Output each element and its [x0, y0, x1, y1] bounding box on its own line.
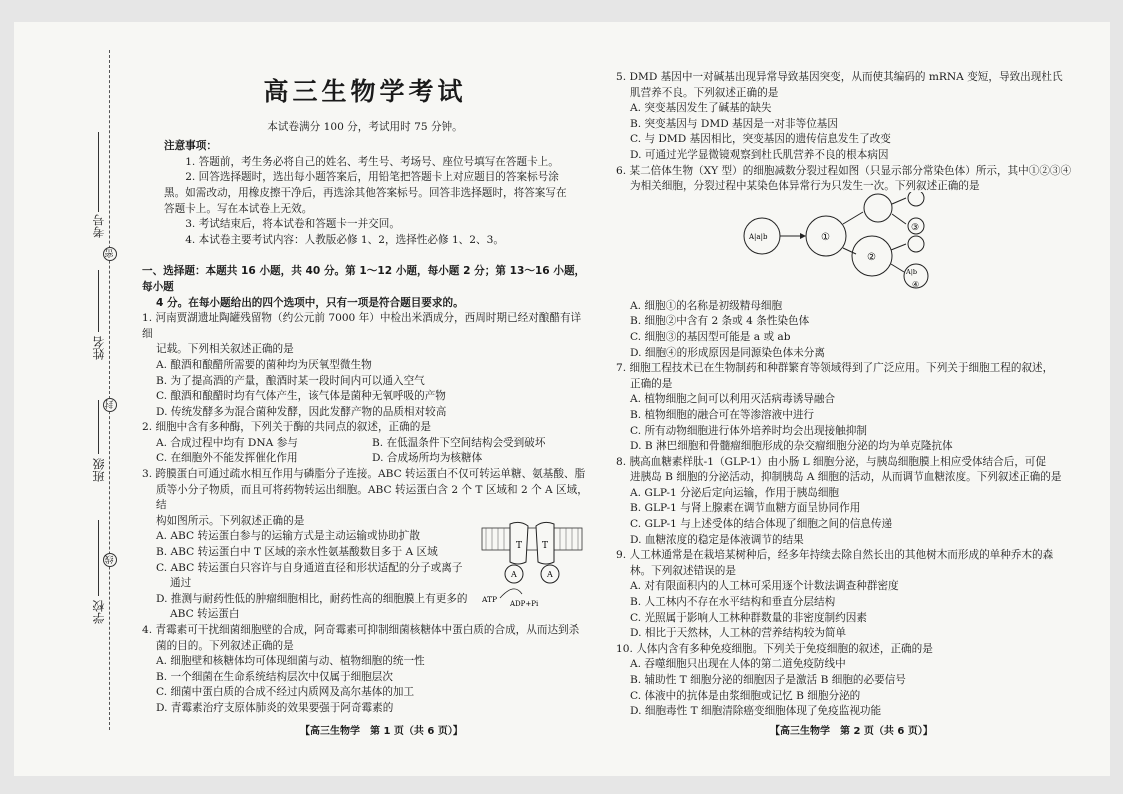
section-1-heading [142, 264, 588, 311]
arrow-upper-b [892, 214, 906, 224]
option-d[interactable]: D. 青霉素治疗支原体肺炎的效果要强于阿奇霉素的 [156, 701, 394, 714]
option-c[interactable]: C. GLP-1 与上述受体的结合体现了细胞之间的信息传递 [630, 518, 893, 531]
arrow-lower [843, 248, 856, 254]
question-10 [616, 642, 1092, 720]
notice-item: 答题卡上。写在本试卷上无效。 [164, 202, 313, 215]
t-label-left: T [516, 541, 523, 551]
option-d[interactable]: D. 可通过光学显微镜观察到杜氏肌营养不良的根本病因 [630, 148, 889, 161]
question-8 [616, 455, 1092, 549]
option-d[interactable]: D. B 淋巴细胞和骨髓瘤细胞形成的杂交瘤细胞分泌的均为单克隆抗体 [630, 440, 953, 453]
option-d[interactable]: D. 血糖浓度的稳定是体液调节的结果 [630, 533, 804, 546]
left-column [142, 70, 588, 717]
option-c[interactable]: C. 细胞③的基因型可能是 a 或 ab [630, 330, 791, 343]
question-7 [616, 361, 1092, 455]
footer-page-1: 【高三生物学 第 1 页（共 6 页）】 [300, 726, 463, 737]
a-label-left: A [511, 570, 517, 579]
question-stem: 2. 细胞中含有多种酶，下列关于酶的共同点的叙述，正确的是 [142, 421, 431, 434]
abc-transporter-figure [480, 520, 585, 608]
option-c[interactable]: C. 体液中的抗体是由浆细胞或记忆 B 细胞分泌的 [630, 689, 861, 702]
question-stem: 6. 某二倍体生物（XY 型）的细胞减数分裂过程如图（只显示部分常染色体）所示，其中①②③④ [616, 164, 1072, 177]
bind-mark: 封 [103, 398, 117, 412]
notice-item: 黑。如需改动，用橡皮擦干净后，再选涂其他答案标号。回答非选择题时，将答案写在 [164, 186, 567, 199]
option-d[interactable]: D. 细胞④的形成原因是同源染色体未分离 [630, 346, 825, 359]
question-stem: 3. 跨膜蛋白可通过疏水相互作用与磷脂分子连接。ABC 转运蛋白不仅可转运单糖、氨基酸、脂 [142, 468, 586, 481]
option-a[interactable]: A. 细胞壁和核糖体均可体现细菌与动、植物细胞的统一性 [156, 655, 425, 668]
question-stem: 7. 细胞工程技术已在生物制药和种群繁育等领域得到了广泛应用。下列关于细胞工程的叙述， [616, 362, 1054, 375]
question-stem: 9. 人工林通常是在栽培某树种后，经多年持续去除自然长出的其他树木而形成的单种乔木的森 [616, 549, 1054, 562]
cell-3-label: ③ [911, 223, 920, 233]
option-c-cont: 通过 [170, 577, 192, 590]
option-b[interactable]: B. 为了提高酒的产量，酿酒时某一段时间内可以通入空气 [156, 374, 425, 387]
option-c[interactable]: C. 光照属于影响人工林种群数量的非密度制约因素 [630, 611, 867, 624]
cell-upper-daughter-a [908, 192, 924, 206]
notice-heading: 注意事项： [164, 140, 217, 153]
arrow-lower-b [891, 264, 904, 272]
line-mark: 线 [103, 553, 117, 567]
cell-lower-daughter-a [908, 236, 924, 252]
name-label: 姓名 [92, 336, 106, 360]
option-d[interactable]: D. 推测与耐药性低的肿瘤细胞相比，耐药性高的细胞膜上有更多的 [156, 592, 468, 605]
arrowhead [800, 233, 806, 239]
exam-no-underline [98, 132, 99, 212]
option-c[interactable]: C. ABC 转运蛋白只容许与自身通道直径和形状适配的分子或离子 [156, 561, 463, 574]
option-a[interactable]: A. ABC 转运蛋白参与的运输方式是主动运输或协助扩散 [156, 530, 420, 543]
arrow-upper-a [892, 198, 906, 204]
a-label-right: A [547, 570, 553, 579]
option-a[interactable]: A. 植物细胞之间可以利用灭活病毒诱导融合 [630, 393, 836, 406]
question-stem: 正确的是 [630, 377, 673, 390]
question-stem: 肌营养不良。下列叙述正确的是 [630, 86, 779, 99]
question-stem: 8. 胰高血糖素样肽-1（GLP-1）由小肠 L 细胞分泌，与胰岛细胞膜上相应受体结合后，可促 [616, 455, 1047, 468]
cell-1-label: ① [821, 232, 830, 243]
arrow-upper [843, 212, 863, 224]
option-b[interactable]: B. 人工林内不存在水平结构和垂直分层结构 [630, 596, 836, 609]
question-stem: 质等小分子物质，而且可将药物转运出细胞。ABC 转运蛋白含 2 个 T 区域和 2 个 A 区域，结 [156, 483, 588, 512]
question-stem: 5. DMD 基因中一对碱基出现异常导致基因突变，从而使其编码的 mRNA 变短，导致出现杜氏 [616, 71, 1063, 83]
question-stem: 1. 河南贾湖遗址陶罐残留物（约公元前 7000 年）中检出米酒成分，西周时期已经对酿醋有详细 [142, 312, 582, 340]
question-5 [616, 70, 1092, 164]
notice-block [142, 139, 588, 248]
section-1-line: 4 分。在每小题给出的四个选项中，只有一项是符合题目要求的。 [156, 296, 464, 309]
arrow-lower-a [891, 244, 906, 250]
option-b[interactable]: B. GLP-1 与肾上腺素在调节血糖方面呈协同作用 [630, 502, 861, 515]
option-d-cont: ABC 转运蛋白 [170, 608, 240, 621]
section-1-line: 一、选择题：本题共 16 小题，共 40 分。第 1～12 小题，每小题 2 分；第 13～16 小题，每小题 [142, 265, 586, 293]
question-stem: 为相关细胞，分裂过程中某染色体异常行为只发生一次。下列叙述正确的是 [630, 180, 980, 193]
option-d[interactable]: D. 合成场所均为核糖体 [372, 452, 483, 465]
cell-4-label: ④ [912, 280, 920, 289]
membrane-band [482, 528, 582, 550]
school-label: 学校 [92, 600, 106, 624]
option-b[interactable]: B. ABC 转运蛋白中 T 区域的亲水性氨基酸数目多于 A 区域 [156, 546, 438, 559]
option-a[interactable]: A. 对有限面积内的人工林可采用逐个计数法调查种群密度 [630, 580, 899, 593]
name-underline [98, 270, 99, 332]
question-2 [142, 420, 588, 467]
option-b[interactable]: B. 突变基因与 DMD 基因是一对非等位基因 [630, 117, 838, 130]
t-label-right: T [542, 541, 549, 551]
option-b[interactable]: B. 一个细菌在生命系统结构层次中仅属于细胞层次 [156, 670, 393, 683]
meiosis-figure [738, 192, 938, 292]
option-d[interactable]: D. 细胞毒性 T 细胞清除癌变细胞体现了免疫监视功能 [630, 705, 882, 718]
notice-item: 3. 考试结束后，将本试卷和答题卡一并交回。 [185, 218, 400, 231]
phospholipid-pattern [486, 528, 578, 550]
cell-2-label: ② [867, 252, 876, 263]
option-c[interactable]: C. 所有动物细胞进行体外培养时均会出现接触抑制 [630, 424, 867, 437]
exam-title: 高三生物学考试 [263, 77, 467, 106]
question-stem: 构如图所示。下列叙述正确的是 [156, 514, 305, 527]
atp-arrow [500, 589, 522, 598]
option-c[interactable]: C. 酿酒和酿醋时均有气体产生，该气体是菌种无氧呼吸的产物 [156, 390, 446, 403]
question-stem: 4. 青霉素可干扰细菌细胞壁的合成，阿奇霉素可抑制细菌核糖体中蛋白质的合成，从而达到杀 [142, 624, 580, 636]
cell-4-genes: A|b [906, 268, 918, 276]
adp-label: ADP+Pi [510, 600, 539, 608]
question-1 [142, 311, 588, 420]
parent-cell-genes: A|a|b [749, 233, 768, 241]
class-label: 班级 [92, 458, 106, 482]
option-b[interactable]: B. 辅助性 T 细胞分泌的细胞因子是激活 B 细胞的必要信号 [630, 674, 906, 686]
question-stem: 记载。下列相关叙述正确的是 [156, 343, 294, 356]
option-c[interactable]: C. 与 DMD 基因相比，突变基因的遗传信息发生了改变 [630, 133, 891, 146]
notice-item: 1. 答题前，考生务必将自己的姓名、考生号、考场号、座位号填写在答题卡上。 [185, 155, 559, 168]
option-c[interactable]: C. 在细胞外不能发挥催化作用 [156, 452, 298, 465]
option-b[interactable]: B. 在低温条件下空间结构会受到破坏 [372, 436, 546, 449]
seal-mark: 密 [103, 247, 117, 261]
seal-dashed-line [109, 50, 110, 730]
option-a[interactable]: A. 合成过程中均有 DNA 参与 [156, 436, 298, 449]
exam-no-label: 考号 [92, 214, 106, 238]
option-d[interactable]: D. 相比于天然林，人工林的营养结构较为简单 [630, 627, 847, 640]
option-d[interactable]: D. 传统发酵多为混合菌种发酵，因此发酵产物的品质相对较高 [156, 405, 447, 418]
footer-page-2: 【高三生物学 第 2 页（共 6 页）】 [770, 726, 933, 737]
question-stem: 10. 人体内含有多种免疫细胞。下列关于免疫细胞的叙述，正确的是 [616, 642, 933, 655]
question-stem: 林。下列叙述错误的是 [630, 564, 736, 577]
option-b[interactable]: B. 细胞②中含有 2 条或 4 条性染色体 [630, 315, 810, 328]
notice-item: 4. 本试卷主要考试内容：人教版必修 1、2，选择性必修 1、2、3。 [185, 233, 504, 246]
cell-upper [864, 194, 892, 222]
option-b[interactable]: B. 植物细胞的融合可在等渗溶液中进行 [630, 408, 815, 421]
question-4 [142, 623, 588, 717]
option-a[interactable]: A. 酿酒和酿醋所需要的菌种均为厌氧型微生物 [156, 358, 372, 371]
atp-label: ATP [482, 595, 498, 604]
option-a[interactable]: A. 细胞①的名称是初级精母细胞 [630, 299, 783, 312]
class-underline [98, 400, 99, 454]
right-column [616, 70, 1092, 720]
option-a[interactable]: A. GLP-1 分泌后定向运输，作用于胰岛细胞 [630, 486, 840, 499]
option-a[interactable]: A. 突变基因发生了碱基的缺失 [630, 102, 772, 115]
exam-subtitle: 本试卷满分 100 分，考试用时 75 分钟。 [267, 120, 463, 133]
question-9 [616, 548, 1092, 642]
question-stem: 进胰岛 B 细胞的分泌活动，抑制胰岛 A 细胞的活动，从而调节血糖浓度。下列叙述正确的是 [630, 471, 1062, 484]
option-a[interactable]: A. 吞噬细胞只出现在人体的第二道免疫防线中 [630, 658, 846, 671]
option-c[interactable]: C. 细菌中蛋白质的合成不经过内质网及高尔基体的加工 [156, 686, 415, 699]
notice-item: 2. 回答选择题时，选出每小题答案后，用铅笔把答题卡上对应题目的答案标号涂 [185, 171, 559, 184]
question-stem: 菌的目的。下列叙述正确的是 [156, 639, 294, 652]
school-underline [98, 520, 99, 596]
